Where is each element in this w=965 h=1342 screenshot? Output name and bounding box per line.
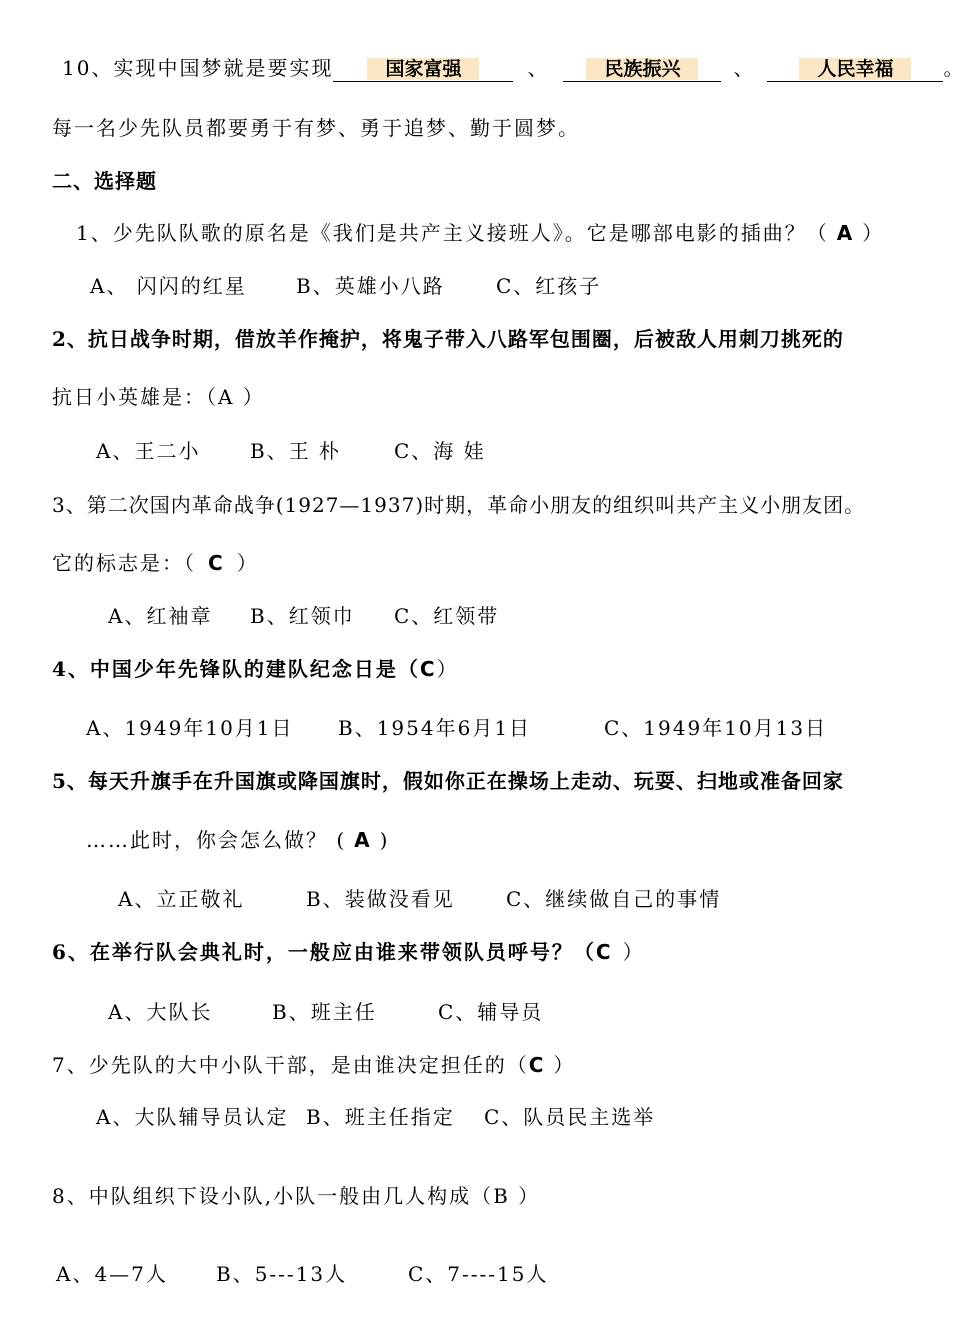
question-5-text: ……此时，你会怎么做？ ( xyxy=(86,828,347,852)
fill-blank-answer-3: 人民幸福 xyxy=(799,58,911,80)
question-2-options xyxy=(96,437,486,465)
option-a: A、1949年10月1日 xyxy=(86,716,294,740)
fill-blank-answer-2: 民族振兴 xyxy=(586,58,698,80)
option-a: A、 闪闪的红星 xyxy=(90,274,247,298)
question-7-answer: C xyxy=(528,1053,546,1077)
option-c: C、红领带 xyxy=(394,604,500,628)
option-c: C、继续做自己的事情 xyxy=(506,887,722,911)
fill-blank-1 xyxy=(333,56,513,82)
option-b: B、1954年6月1日 xyxy=(338,716,532,740)
question-3-text: 它的标志是：（ xyxy=(52,551,196,575)
option-b: B、班主任 xyxy=(272,1000,377,1024)
question-1-options xyxy=(90,272,601,300)
question-2-line2: 抗日小英雄是：（A ） xyxy=(52,385,265,409)
question-1-text: 1、少先队队歌的原名是《我们是共产主义接班人》。它是哪部电影的插曲？（ xyxy=(76,221,829,245)
question-8: 8、中队组织下设小队,小队一般由几人构成（B ） xyxy=(52,1184,541,1208)
question-6-text: 6、在举行队会典礼时，一般应由谁来带领队员呼号？（ xyxy=(52,940,596,964)
option-c: C、队员民主选举 xyxy=(484,1105,656,1129)
option-b: B、王 朴 xyxy=(250,439,342,463)
q10-sep-2: 、 xyxy=(733,56,756,80)
q10-line2: 每一名少先队员都要勇于有梦、勇于追梦、勤于圆梦。 xyxy=(52,116,580,140)
option-a: A、大队辅导员认定 xyxy=(96,1105,289,1129)
question-7-close: ） xyxy=(553,1053,576,1077)
option-b: B、班主任指定 xyxy=(306,1105,455,1129)
question-4-close: ） xyxy=(436,657,459,681)
question-3-line2 xyxy=(52,549,259,577)
question-5-line1: 5、每天升旗手在升国旗或降国旗时，假如你正在操场上走动、玩耍、扫地或准备回家 xyxy=(52,769,844,793)
option-a: A、立正敬礼 xyxy=(118,887,245,911)
question-8-options xyxy=(56,1260,549,1288)
question-4-answer: C xyxy=(419,657,437,681)
fill-blank-2 xyxy=(563,56,721,82)
option-b: B、装做没看见 xyxy=(306,887,455,911)
question-3-line1: 3、第二次国内革命战争(1927—1937)时期，革命小朋友的组织叫共产主义小朋友团。 xyxy=(52,493,866,517)
option-a: A、王二小 xyxy=(96,439,201,463)
question-1-close: ） xyxy=(862,221,885,245)
q10-sep-1: 、 xyxy=(527,56,550,80)
option-a: A、大队长 xyxy=(108,1000,213,1024)
question-2-line1: 2、抗日战争时期，借放羊作掩护，将鬼子带入八路军包围圈，后被敌人用刺刀挑死的 xyxy=(52,327,844,351)
option-a: A、4—7人 xyxy=(56,1262,168,1286)
option-b: B、英雄小八路 xyxy=(296,274,445,298)
option-b: B、5---13人 xyxy=(216,1262,348,1286)
question-6-answer: C xyxy=(595,940,613,964)
fill-blank-3 xyxy=(767,56,943,82)
question-5-line2 xyxy=(86,826,389,854)
question-6-close: ） xyxy=(622,940,645,964)
question-6-options xyxy=(108,998,543,1026)
option-c: C、7----15人 xyxy=(408,1262,549,1286)
question-1 xyxy=(76,219,884,247)
question-3-answer: C xyxy=(208,551,225,575)
question-6 xyxy=(52,938,645,966)
option-c: C、1949年10月13日 xyxy=(604,716,828,740)
question-4-text: 4、中国少年先锋队的建队纪念日是（ xyxy=(52,657,420,681)
question-5-close: ) xyxy=(379,828,390,852)
q10-end: 。 xyxy=(943,56,965,80)
question-5-answer: A xyxy=(354,828,372,852)
q10-prefix: 10、实现中国梦就是要实现 xyxy=(62,56,334,80)
question-1-answer: A xyxy=(836,221,855,245)
option-c: C、辅导员 xyxy=(438,1000,544,1024)
question-7-text: 7、少先队的大中小队干部，是由谁决定担任的（ xyxy=(52,1053,529,1077)
question-3-close: ） xyxy=(236,551,259,575)
question-7-options xyxy=(96,1103,655,1131)
question-7 xyxy=(52,1051,575,1079)
question-4 xyxy=(52,655,459,683)
section-title: 二、选择题 xyxy=(52,169,157,193)
question-4-options xyxy=(86,714,827,742)
question-5-options xyxy=(118,885,721,913)
option-c: C、海 娃 xyxy=(394,439,486,463)
fill-blank-answer-1: 国家富强 xyxy=(367,58,479,80)
option-a: A、红袖章 xyxy=(108,604,213,628)
q10-line1 xyxy=(62,54,965,82)
option-c: C、红孩子 xyxy=(496,274,602,298)
option-b: B、红领巾 xyxy=(250,604,355,628)
question-3-options xyxy=(108,602,499,630)
